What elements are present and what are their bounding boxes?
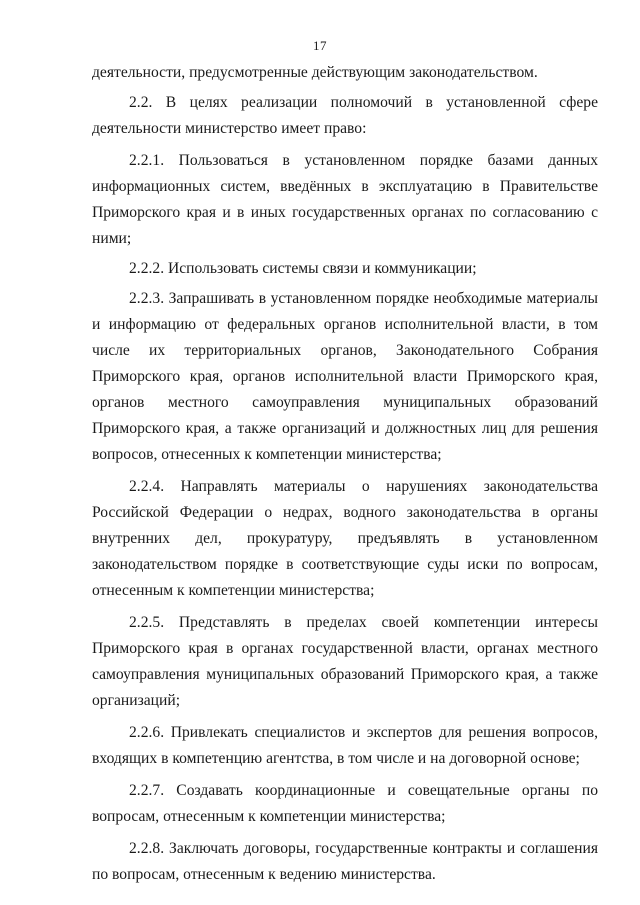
paragraph-2-2-3: 2.2.3. Запрашивать в установленном порядке необходимые материалы и информацию от федеральных органов исполнительной власти, в том числе их территориальных органов, Законодательного Собрания Приморского края, органов исполнительной власти Приморского края, органов местного самоуправления муниципальных образований Приморского края, а также организаций и должностных лиц для решения вопросов, отнесенных к компетенции министерства; <box>92 290 598 463</box>
paragraph-2-2: 2.2. В целях реализации полномочий в установленной сфере деятельности министерство имеет право: <box>92 94 598 137</box>
paragraph-2-2-1: 2.2.1. Пользоваться в установленном порядке базами данных информационных систем, введённых в эксплуатацию в Правительстве Приморского края и в иных государственных органах по согласованию с ними; <box>92 152 598 247</box>
paragraph-2-2-8: 2.2.8. Заключать договоры, государственные контракты и соглашения по вопросам, отнесенным к ведению министерства. <box>92 840 598 883</box>
paragraph-2-2-4: 2.2.4. Направлять материалы о нарушениях законодательства Российской Федерации о недрах, водного законодательства в органы внутренних дел, прокуратуру, предъявлять в установленном законодательством порядке в соответствующие суды иски по вопросам, отнесенным к компетенции министерства; <box>92 478 598 599</box>
paragraph-continuation: деятельности, предусмотренные действующим законодательством. <box>92 64 538 81</box>
paragraph-2-2-6: 2.2.6. Привлекать специалистов и экспертов для решения вопросов, входящих в компетенцию агентства, в том числе и на договорной основе; <box>92 724 598 767</box>
paragraph-2-2-2: 2.2.2. Использовать системы связи и коммуникации; <box>129 260 477 277</box>
document-body <box>92 60 598 888</box>
paragraph-2-2-7: 2.2.7. Создавать координационные и совещательные органы по вопросам, отнесенным к компетенции министерства; <box>92 782 598 825</box>
page-number: 17 <box>313 38 327 53</box>
paragraph-2-2-5: 2.2.5. Представлять в пределах своей компетенции интересы Приморского края в органах государственной власти, органах местного самоуправления муниципальных образований Приморского края, а также организаций; <box>92 614 598 709</box>
